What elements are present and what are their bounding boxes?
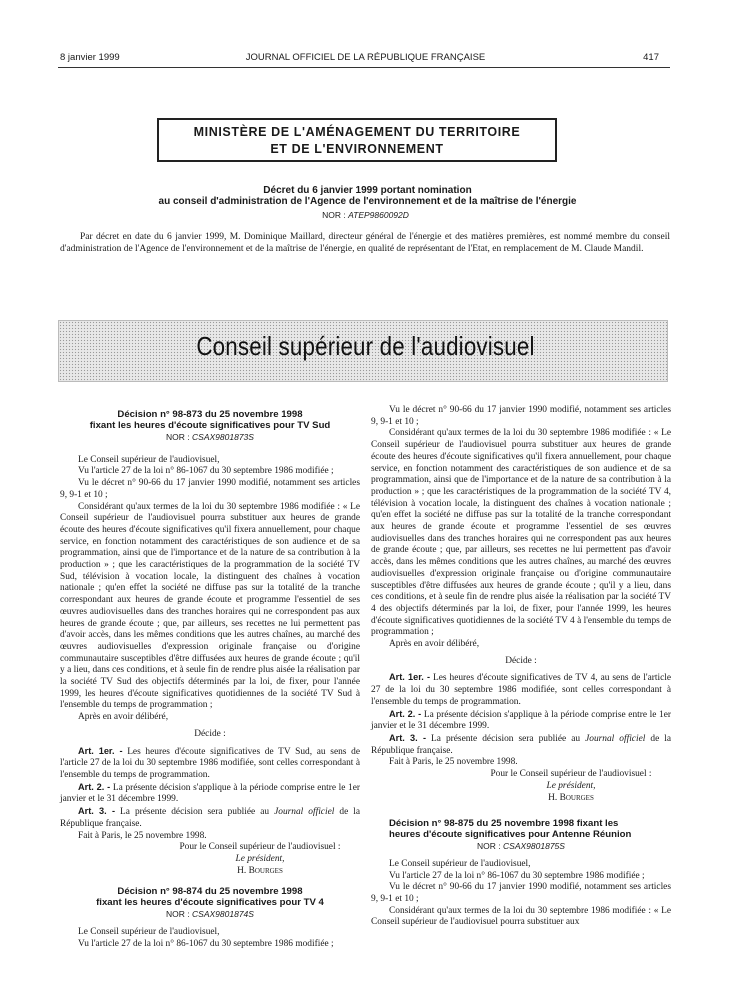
journal-name: Journal officiel bbox=[585, 733, 646, 744]
president-title: Le président, bbox=[546, 780, 596, 791]
journal-title: JOURNAL OFFICIEL DE LA RÉPUBLIQUE FRANÇAISE bbox=[245, 52, 486, 63]
nor-label: NOR : bbox=[322, 210, 346, 220]
decret-title-line-1: Décret du 6 janvier 1999 portant nomination bbox=[263, 185, 472, 196]
president-line bbox=[371, 781, 671, 793]
nor-code: ATEP9860092D bbox=[348, 210, 409, 220]
president-title: Le président, bbox=[235, 853, 285, 864]
paragraph: Vu le décret n° 90-66 du 17 janvier 1990 modifié, notamment ses articles 9, 9-1 et 10 ; bbox=[371, 405, 671, 427]
article-label: Art. 1er. - bbox=[389, 672, 431, 683]
article-label: Art. 3. - bbox=[389, 732, 427, 743]
decret-title bbox=[80, 185, 655, 207]
left-column bbox=[60, 405, 360, 950]
article-text: de la République française. bbox=[371, 733, 672, 756]
journal-name: Journal officiel bbox=[274, 807, 335, 818]
fait-line: Fait à Paris, le 25 novembre 1998. bbox=[78, 830, 207, 841]
nor-label: NOR : bbox=[477, 841, 501, 852]
decision-873-title bbox=[60, 409, 360, 431]
nor-code: CSAX9801875S bbox=[503, 841, 565, 852]
article-text: La présente décision s'applique à la période comprise entre le 1er janvier et le 31 décembre 1999. bbox=[60, 782, 361, 805]
decision-875-nor bbox=[371, 841, 671, 853]
article-1 bbox=[371, 672, 671, 708]
paragraph: Vu l'article 27 de la loi n° 86-1067 du 30 septembre 1986 modifiée ; bbox=[389, 870, 645, 881]
article-label: Art. 3. - bbox=[78, 806, 116, 817]
decision-874-title bbox=[60, 886, 360, 908]
nor-code: CSAX9801873S bbox=[192, 432, 254, 442]
decide-label: Décide : bbox=[505, 655, 537, 666]
nor-label: NOR : bbox=[166, 909, 190, 920]
ministry-line-2: ET DE L'ENVIRONNEMENT bbox=[270, 142, 444, 156]
section-banner-title: Conseil supérieur de l'audiovisuel bbox=[196, 331, 535, 361]
pour-line: Pour le Conseil supérieur de l'audiovisuel : bbox=[179, 842, 341, 853]
article-text: de la République française. bbox=[60, 807, 361, 829]
ministry-box bbox=[157, 118, 557, 162]
paragraph: Vu le décret n° 90-66 du 17 janvier 1990 modifié, notamment ses articles 9, 9-1 et 10 ; bbox=[60, 478, 360, 500]
paragraph: Considérant qu'aux termes de la loi du 30 septembre 1986 modifiée : « Le Conseil supérieur de l'audiovisuel pourra substituer aux bbox=[371, 905, 671, 928]
pour-line: Pour le Conseil supérieur de l'audiovisuel : bbox=[490, 769, 652, 780]
decision-873-title-line-1: Décision n° 98-873 du 25 novembre 1998 bbox=[117, 409, 303, 420]
decision-874-title-line-2: fixant les heures d'écoute significatives pour TV 4 bbox=[96, 897, 324, 909]
fait-line: Fait à Paris, le 25 novembre 1998. bbox=[389, 757, 518, 768]
paragraph: Vu l'article 27 de la loi n° 86-1067 du 30 septembre 1986 modifiée ; bbox=[78, 938, 334, 949]
page-number: 417 bbox=[643, 52, 659, 63]
decision-873-title-line-2: fixant les heures d'écoute significatives pour TV Sud bbox=[89, 420, 331, 431]
article-label: Art. 1er. - bbox=[78, 745, 123, 756]
article-text: Les heures d'écoute significatives de TV Sud, au sens de l'article 27 de la loi du 30 septembre 1986 modifiée, sont celles correspondant à l'ensemble du temps de programmation. bbox=[60, 746, 360, 780]
decision-874-nor bbox=[60, 909, 360, 921]
article-text: La présente décision sera publiée au bbox=[431, 733, 581, 744]
paragraph: Vu le décret n° 90-66 du 17 janvier 1990 modifié, notamment ses articles 9, 9-1 et 10 ; bbox=[371, 882, 671, 905]
signature: H. Bourges bbox=[237, 865, 283, 876]
header-divider bbox=[58, 67, 670, 68]
decret-body: Par décret en date du 6 janvier 1999, M. Dominique Maillard, directeur général de l'énergie et des matières premières, est nommé membre du conseil d'administration de l'Agence de l'environnement et de la maîtrise de l'énergie, en qualité de représentant de l'Etat, en remplacement de M. Claude Mandil. bbox=[60, 232, 670, 255]
article-3 bbox=[371, 733, 671, 757]
article-label: Art. 2. - bbox=[78, 781, 111, 792]
header-date: 8 janvier 1999 bbox=[60, 52, 120, 63]
nor-code: CSAX9801874S bbox=[192, 909, 254, 920]
nor-label: NOR : bbox=[166, 432, 190, 442]
article-3 bbox=[60, 806, 360, 830]
paragraph: Le Conseil supérieur de l'audiovisuel, bbox=[78, 927, 220, 938]
paragraph: Considérant qu'aux termes de la loi du 30 septembre 1986 modifiée : « Le Conseil supérieur de l'audiovisuel pourra substituer aux heures de grande écoute des heures d'écoute significatives qu'il fixera annuellement, pour chaque service, en fonction notamment des caractéristiques de son audience et de sa programmation, ainsi que de l'importance et de la nature de sa contribution à la production » ; que les caractéristiques de la programmation de la société TV 4, télévision à vocation locale, la distinguent des chaînes à vocation nationale ; qu'en effet la société ne diffuse pas sur la totalité de la tranche correspondant aux heures de grande écoute et programme l'essentiel de ses œuvres audiovisuelles dans des tranches horaires qui ne correspondent pas aux heures de grande écoute ; que, par ailleurs, ses recettes ne lui permettent pas d'avoir accès, dans les mêmes conditions que les autres chaînes, au marché des œuvres audiovisuelles d'expression originale française ou d'origine communautaire susceptibles d'être diffusées aux heures de grande écoute ; qu'il y a lieu, dans ces conditions, et à seule fin de rendre plus aisée la réalisation par la société TV 4 des objectifs déterminés par la loi, de fixer, pour l'année 1999, les heures d'écoute significatives quotidiennes de la société TV 4 à l'ensemble du temps de programmation ; bbox=[371, 428, 671, 638]
paragraph: Le Conseil supérieur de l'audiovisuel, bbox=[78, 454, 220, 465]
paragraph: Considérant qu'aux termes de la loi du 30 septembre 1986 modifiée : « Le Conseil supérieur de l'audiovisuel pourra substituer aux heures de grande écoute des heures d'écoute significatives qu'il fixera annuellement, pour chaque service, en fonction notamment des caractéristiques de son audience et de sa programmation, ainsi que de l'importance et de la nature de sa contribution à la production » ; que les caractéristiques de la programmation de la société TV Sud, télévision à vocation locale, la distinguent des chaînes à vocation nationale ; qu'en effet la société ne diffuse pas sur la totalité de la tranche correspondant aux heures de grande écoute et programme l'essentiel de ses œuvres audiovisuelles dans des tranches horaires qui ne correspondent pas aux heures de grande écoute ; que, par ailleurs, ses recettes ne lui permettent pas d'avoir accès, dans les mêmes conditions que les autres chaînes, au marché des œuvres audiovisuelles d'expression originale française ou d'origine communautaire susceptibles d'être diffusées aux heures de grande écoute ; qu'il y a lieu, dans ces conditions, et à seule fin de rendre plus aisée la réalisation par la société TV Sud des objectifs déterminés par la loi, de fixer, pour l'année 1999, les heures d'écoute significatives quotidiennes de la société TV Sud à l'ensemble du temps de programmation ; bbox=[60, 501, 360, 711]
article-2 bbox=[60, 782, 360, 806]
article-label: Art. 2. - bbox=[389, 708, 422, 719]
decide-label: Décide : bbox=[194, 728, 226, 739]
article-1 bbox=[60, 746, 360, 782]
article-text: La présente décision sera publiée au bbox=[120, 807, 270, 818]
article-2 bbox=[371, 709, 671, 733]
right-column bbox=[371, 405, 671, 929]
paragraph: Après en avoir délibéré, bbox=[78, 712, 169, 723]
paragraph: Le Conseil supérieur de l'audiovisuel, bbox=[389, 858, 531, 869]
decision-873-nor bbox=[60, 432, 360, 444]
decision-874-title-line-1: Décision n° 98-874 du 25 novembre 1998 bbox=[117, 886, 303, 898]
article-text: Les heures d'écoute significatives de TV 4, au sens de l'article 27 de la loi du 30 septembre 1986 modifiée, sont celles correspondant à l'ensemble du temps de programmation. bbox=[371, 673, 672, 707]
article-text: La présente décision s'applique à la période comprise entre le 1er janvier et le 31 décembre 1999. bbox=[371, 709, 672, 732]
paragraph: Après en avoir délibéré, bbox=[389, 639, 480, 650]
signature: H. Bourges bbox=[548, 792, 594, 803]
decret-nor bbox=[0, 210, 731, 220]
paragraph: Vu l'article 27 de la loi n° 86-1067 du 30 septembre 1986 modifiée ; bbox=[78, 466, 334, 477]
president-line bbox=[60, 854, 360, 866]
ministry-line-1: MINISTÈRE DE L'AMÉNAGEMENT DU TERRITOIRE bbox=[193, 125, 521, 139]
decision-875-title: Décision n° 98-875 du 25 novembre 1998 fixant les heures d'écoute significatives pour Antenne Réunion bbox=[389, 818, 632, 841]
decret-title-line-2: au conseil d'administration de l'Agence de l'environnement et de la maîtrise de l'énergie bbox=[158, 196, 577, 207]
